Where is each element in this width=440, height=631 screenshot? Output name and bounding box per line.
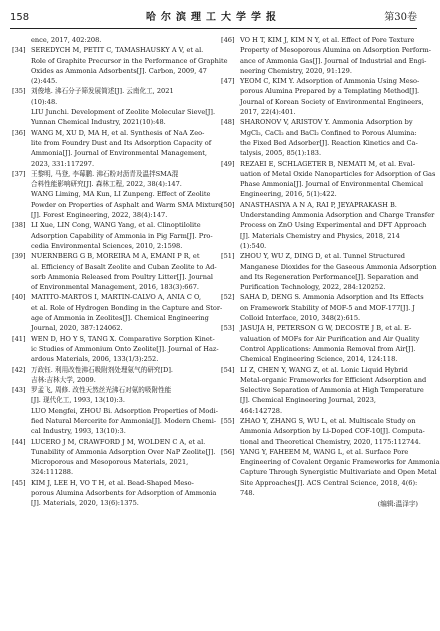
page-header	[10, 10, 417, 26]
reference-line: ANASTHASIYA A N A, RAI P, JEYAPRAKASH B.	[240, 200, 397, 209]
reference-line: Property of Mesoporous Alumina on Adsorption Perform-	[240, 46, 431, 55]
reference-line: WANG Liming, MA Kun, LI Zunpeng. Effect of Zeolite	[31, 190, 211, 199]
reference-line: ZHAO Y, ZHANG S, WU L, et al. Multiscale Study on	[240, 416, 416, 425]
reference-line: tional and Theoretical Chemistry, 2020, 1175:112744.	[240, 437, 421, 446]
reference-item	[12, 478, 217, 509]
reference-number: [49]	[221, 159, 235, 168]
reference-line: Purification Technology, 2022, 284:120252.	[240, 283, 386, 292]
reference-line: [J]. Materials Chemistry and Physics, 2018, 214	[240, 231, 400, 240]
reference-item	[221, 447, 440, 498]
reference-number: [48]	[221, 118, 235, 127]
reference-line: Journal of Korean Society of Environmental Engineers,	[240, 97, 424, 106]
reference-line: MgCl₂, CaCl₂ and BaCl₂ Confined to Porous Alumina:	[240, 128, 417, 137]
reference-item	[12, 437, 216, 478]
reference-line: NUERNBERG G B, MOREIRA M A, EMANI P R, et	[31, 252, 200, 261]
reference-line: WANG M, XU D, MA H, et al. Synthesis of NaA Zeo-	[31, 128, 205, 137]
editor-note: (编辑:温泽宇)	[377, 500, 418, 509]
reference-line: Microporous and Mesoporous Materials, 2021,	[31, 458, 189, 467]
reference-line: neering Chemistry, 2020, 91:129.	[240, 66, 352, 75]
reference-line: YEOM C, KIM Y. Adsorption of Ammonia Using Meso-	[240, 77, 420, 86]
reference-line: SAHA D, DENG S. Ammonia Adsorption and Its Effects	[240, 293, 424, 302]
reference-number: [54]	[221, 365, 235, 374]
reference-line: Site Approaches[J]. ACS Central Science, 2018, 4(6):	[240, 478, 418, 487]
reference-line: LIU Junchi. Development of Zeolite Molecular Sieve[J].	[31, 108, 216, 117]
reference-line: YANG Y, FAHEEM M, WANG L, et al. Surface Pore	[240, 447, 409, 456]
reference-number: [36]	[12, 128, 26, 137]
reference-line: Ammonia Adsorption by Li-Doped COF-10[J]. Computa-	[240, 427, 425, 436]
reference-line: porous Alumina Prepared by a Templating Method[J].	[240, 87, 420, 96]
reference-line: Yunnan Chemical Industry, 2021(10):48.	[31, 118, 166, 127]
reference-line: Process on ZnO Using Experimental and DFT Approach	[240, 221, 427, 230]
reference-item	[12, 35, 209, 45]
reference-line: Engineering of Covalent Organic Frameworks for Ammonia	[240, 458, 440, 467]
reference-line: ardous Materials, 2006, 133(1/3):252.	[31, 355, 159, 364]
reference-number: [37]	[12, 169, 26, 178]
reference-line: 324:111288.	[31, 468, 74, 477]
reference-number: [50]	[221, 200, 235, 209]
reference-number: [38]	[12, 221, 26, 230]
reference-item	[221, 365, 427, 416]
reference-line: Tunability of Ammonia Adsorption Over NaP Zeolite[J].	[31, 447, 216, 456]
reference-line: JASUJA H, PETERSON G W, DECOSTE J B, et al. E-	[240, 324, 412, 333]
reference-line: uation of Metal Oxide Nanoparticles for Adsorption of Gas	[240, 169, 436, 178]
reference-number: [52]	[221, 293, 235, 302]
reference-item	[12, 220, 213, 251]
reference-item	[221, 159, 436, 200]
reference-item	[12, 385, 218, 436]
reference-line: 刘俊地. 沸石分子筛发展简述[J]. 云南化工, 2021	[31, 87, 174, 96]
reference-line: (2):445.	[31, 77, 58, 86]
reference-line: 748.	[240, 489, 255, 498]
reference-line: the Fixed Bed Adsorber[J]. Reaction Kinetics and Ca-	[240, 138, 418, 147]
reference-line: LUO Mengfei, ZHOU Bi. Adsorption Properties of Modi-	[31, 406, 218, 415]
reference-column-right	[221, 35, 440, 510]
reference-line: sorb Ammonia Released from Poultry Litter[J]. Journal	[31, 272, 214, 281]
reference-item	[12, 169, 223, 220]
reference-line: Powder on Properties of Asphalt and Warm SMA Mixture	[31, 200, 223, 209]
reference-line: cal Industry, 1993, 13(10):3.	[31, 427, 126, 436]
reference-line: lite from Foundry Dust and Its Adsorption Capacity of	[31, 138, 212, 147]
reference-line: et al. Role of Hydrogen Bonding in the Capture and Stor-	[31, 303, 223, 312]
reference-item	[221, 200, 435, 251]
reference-number: [56]	[221, 447, 235, 456]
reference-number: [34]	[12, 46, 26, 55]
reference-line: and Its Regeneration Performance[J]. Separation and	[240, 272, 419, 281]
reference-line: Chemical Engineering Science, 2014, 124:118.	[240, 355, 398, 364]
page-number: 158	[10, 12, 30, 23]
reference-line: 2017, 22(4):401.	[240, 108, 296, 117]
reference-item	[221, 76, 424, 117]
reference-line: (1):540.	[240, 241, 267, 250]
reference-line: SHARONOV V, ARISTOV Y. Ammonia Adsorption by	[240, 118, 413, 127]
reference-line: SEREDYCH M, PETIT C, TAMASHAUSKY A V, et al.	[31, 46, 204, 55]
volume-label: 第30卷	[384, 12, 417, 23]
reference-line: on Framework Stability of MOF-5 and MOF-177[J]. J	[240, 303, 415, 312]
reference-number: [47]	[221, 77, 235, 86]
reference-line: [J]. Chemical Engineering Journal, 2023,	[240, 396, 376, 405]
reference-line: Manganese Dioxides for the Gaseous Ammonia Adsorption	[240, 262, 437, 271]
header-rule	[10, 28, 417, 29]
reference-line: Adsorption Capability of Ammonia in Pig Farm[J]. Pro-	[31, 231, 213, 240]
reference-line: Selective Separation of Ammonia at High Temperature	[240, 386, 424, 395]
reference-number: [45]	[12, 478, 26, 487]
reference-item	[12, 45, 228, 86]
reference-line: al. Efficiency of Basalt Zeolite and Cuban Zeolite to Ad-	[31, 262, 217, 271]
reference-number: [35]	[12, 87, 26, 96]
reference-line: 464:142728.	[240, 406, 283, 415]
reference-line: (10):48.	[31, 97, 58, 106]
reference-number: [44]	[12, 437, 26, 446]
reference-line: porous Alumina Adsorbents for Adsorption of Ammonia	[31, 489, 217, 498]
reference-line: Capture Through Synergistic Multivariate and Open Metal	[240, 468, 437, 477]
reference-item	[221, 416, 425, 447]
reference-item	[12, 86, 216, 127]
reference-line: [J]. Forest Engineering, 2022, 38(4):147.	[31, 211, 168, 220]
reference-item	[12, 292, 223, 333]
reference-line: fied Natural Mercerite for Ammonia[J]. Modern Chemi-	[31, 416, 217, 425]
reference-item	[12, 251, 217, 292]
reference-line: Phase Ammonia[J]. Journal of Environmental Chemical	[240, 180, 424, 189]
reference-number: [46]	[221, 36, 235, 44]
reference-line: talysis, 2005, 85(1):183.	[240, 149, 322, 158]
reference-line: age of Ammonia in Zeolites[J]. Chemical Engineering	[31, 314, 209, 323]
reference-line: ic Studies of Ammonium Onto Zeolite[J]. Journal of Haz-	[31, 344, 219, 353]
reference-number: [43]	[12, 386, 26, 395]
reference-line: Control Applications: Ammonia Removal from Air[J].	[240, 344, 416, 353]
reference-line: [J]. 现代化工, 1993, 13(10):3.	[31, 396, 125, 405]
reference-item	[12, 128, 212, 169]
reference-number: [41]	[12, 334, 26, 343]
reference-line: ance of Ammonia Gas[J]. Journal of Industrial and Engi-	[240, 56, 427, 65]
reference-item	[12, 365, 209, 386]
reference-number: [39]	[12, 252, 26, 261]
reference-line: ZHOU Y, WU Z, DING D, et al. Tunnel Structured	[240, 252, 405, 261]
reference-line: Engineering, 2016, 5(1):422.	[240, 190, 337, 199]
reference-line: 万政钰. 利用改性沸石吸附剂处理氨气的研究[D].	[31, 365, 173, 374]
reference-number: [40]	[12, 293, 26, 302]
reference-line: 吉林:吉林大学, 2009.	[31, 375, 96, 384]
reference-line: LI Xue, LIN Cong, WANG Yang, et al. Clinoptilolite	[31, 221, 201, 230]
reference-line: Colloid Interface, 2010, 348(2):615.	[240, 314, 361, 323]
reference-line: WEN D, HO Y S, TANG X. Comparative Sorption Kinet-	[31, 334, 215, 343]
reference-line: LI Z, CHEN Y, WANG Z, et al. Lonic Liquid Hybrid	[240, 365, 408, 374]
reference-line: Understanding Ammonia Adsorption and Charge Transfer	[240, 211, 435, 220]
reference-line: MATITO-MARTOS I, MARTIN-CALVO A, ANIA C O,	[31, 293, 202, 302]
reference-line: Role of Graphite Precursor in the Performance of Graphite	[31, 56, 228, 65]
reference-line: KIM J, LEE H, VO T H, et al. Bead-Shaped Meso-	[31, 478, 194, 487]
reference-line: Ammonia[J]. Journal of Environmental Management,	[31, 149, 207, 158]
reference-item	[221, 251, 437, 292]
reference-number: [55]	[221, 416, 235, 425]
reference-item	[221, 323, 418, 364]
reference-line: of Environmental Management, 2016, 183(3):667.	[31, 283, 199, 292]
reference-number: [42]	[12, 365, 26, 374]
journal-title: 哈尔滨理工大学学报	[146, 12, 281, 23]
reference-line: Metal-organic Frameworks for Efficient Adsorption and	[240, 375, 427, 384]
reference-number: [53]	[221, 324, 235, 333]
reference-line: LUCERO J M, CRAWFORD J M, WOLDEN C A, et al.	[31, 437, 206, 446]
reference-line: Oxides as Ammonia Adsorbents[J]. Carbon, 2009, 47	[31, 66, 207, 75]
reference-line: [J]. Materials, 2020, 13(6):1375.	[31, 499, 139, 508]
reference-line: 王黎明, 马登, 李莓鹏. 沸石粉对沥青及温拌SMA混	[31, 169, 179, 178]
reference-line: 2023, 331:117297.	[31, 159, 95, 168]
reference-line: cedia Environmental Sciences, 2010, 2:1598.	[31, 241, 183, 250]
reference-item	[221, 35, 431, 76]
reference-line: REZAEI E, SCHLAGETER B, NEMATI M, et al. Eval-	[240, 159, 415, 168]
reference-number: [51]	[221, 252, 235, 261]
reference-line: ence, 2017, 402:208.	[31, 36, 102, 44]
reference-item	[221, 292, 424, 323]
reference-line: valuation of MOFs for Air Purification and Air Quality	[240, 334, 420, 343]
reference-item	[221, 117, 418, 158]
reference-line: 罗孟飞, 周修. 改性天然丝光沸石对氨的吸附性能	[31, 386, 172, 395]
reference-line: Journal, 2020, 387:124062.	[31, 324, 123, 333]
reference-item	[12, 334, 219, 365]
reference-line: 合料性能影响研究[J]. 森林工程, 2022, 38(4):147.	[31, 180, 182, 189]
reference-line: VO H T, KIM J, KIM N Y, et al. Effect of Pore Texture	[240, 36, 415, 44]
